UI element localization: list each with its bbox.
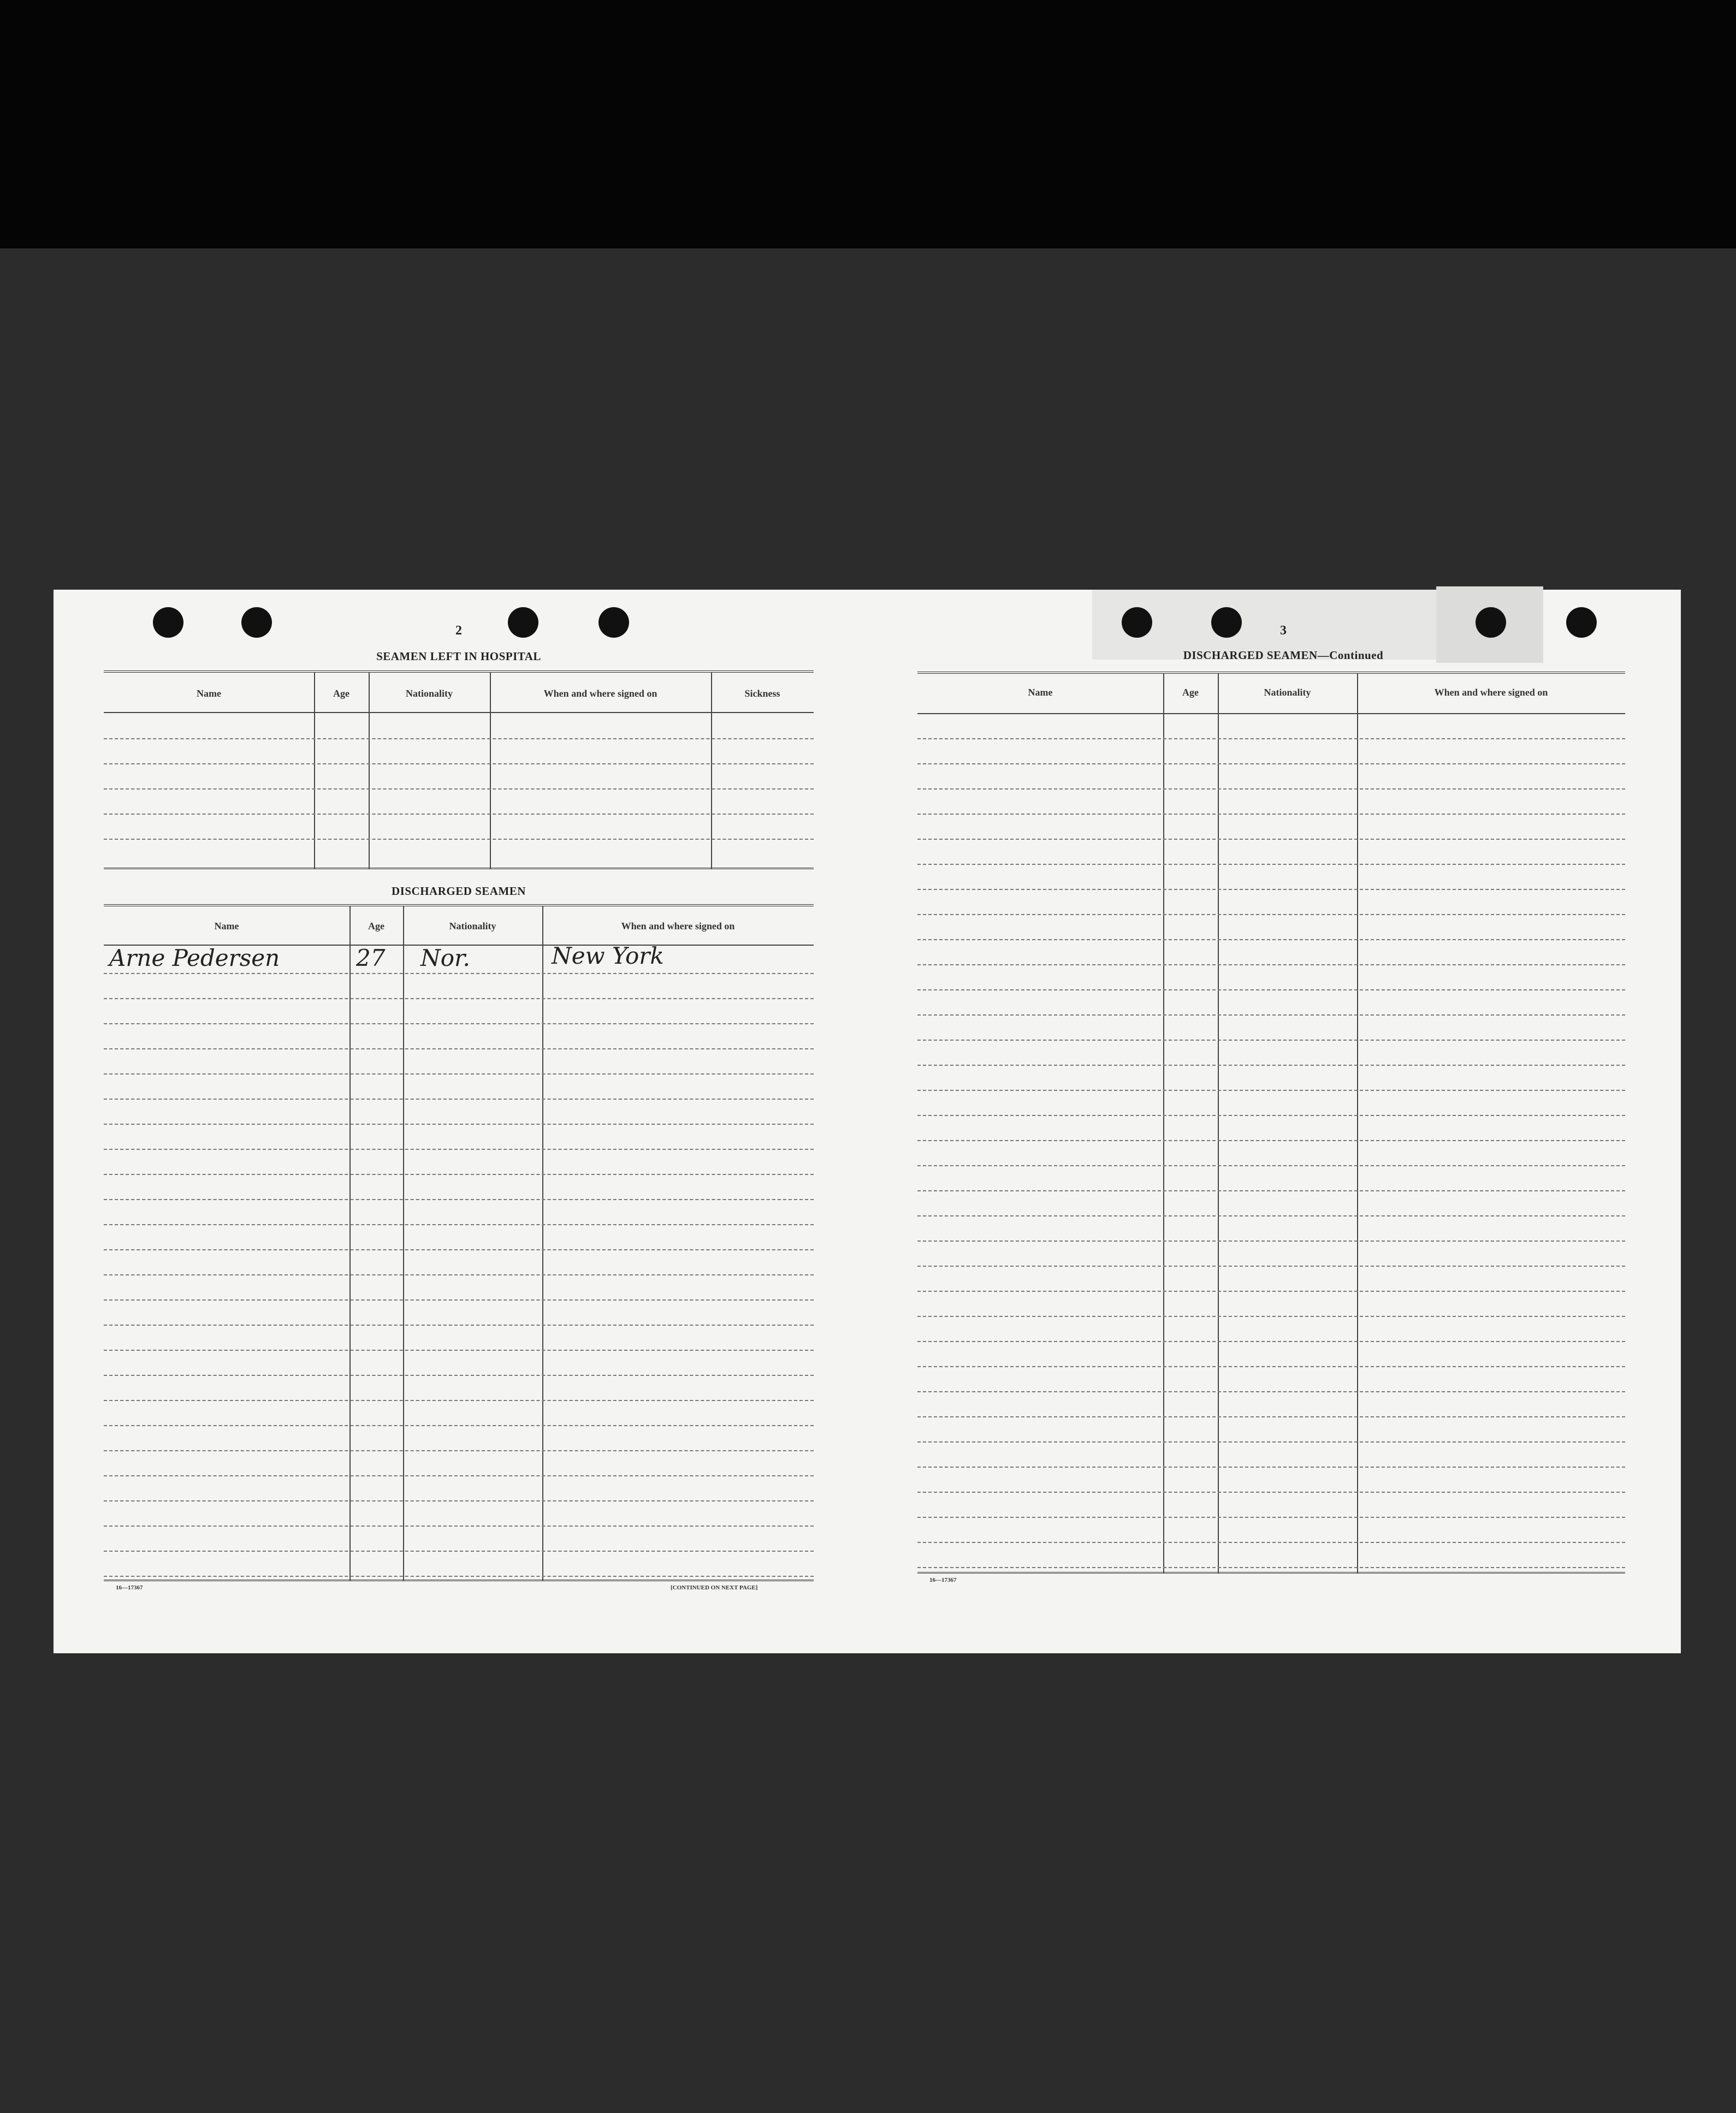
column-divider — [314, 673, 315, 869]
row-line — [104, 1576, 814, 1577]
row-line — [104, 1325, 814, 1326]
col-header-name: Name — [214, 921, 239, 931]
row-line — [917, 1241, 1625, 1242]
row-line — [917, 1316, 1625, 1317]
scan-top-band — [0, 0, 1736, 257]
row-line — [104, 814, 814, 815]
table-bottom-rule — [104, 868, 814, 869]
column-divider — [349, 906, 351, 1581]
col-header-nationality: Nationality — [405, 688, 453, 699]
row-line — [917, 1115, 1625, 1116]
row-line — [104, 1450, 814, 1451]
punch-hole — [1476, 607, 1506, 638]
hospital-section-title: SEAMEN LEFT IN HOSPITAL — [376, 650, 541, 663]
row-line — [104, 973, 814, 974]
col-header-name: Name — [197, 688, 221, 699]
row-line — [917, 914, 1625, 915]
row-line — [104, 1375, 814, 1376]
row-line — [104, 1500, 814, 1501]
punch-hole — [1122, 607, 1152, 638]
right-form-number: 16—17367 — [929, 1577, 957, 1583]
row-line — [917, 1065, 1625, 1066]
punch-hole — [241, 607, 272, 638]
discharged-continued-table — [917, 672, 1625, 1574]
continued-table-header — [917, 674, 1625, 714]
col-header-name: Name — [1028, 687, 1053, 698]
col-header-nationality: Nationality — [1264, 687, 1311, 698]
row-line — [104, 1274, 814, 1275]
punch-hole — [599, 607, 629, 638]
entry-age: 27 — [356, 945, 386, 971]
column-divider — [1163, 674, 1164, 1574]
row-line — [104, 1299, 814, 1301]
row-line — [104, 1048, 814, 1049]
left-form-number: 16—17367 — [116, 1584, 143, 1591]
row-line — [917, 1542, 1625, 1543]
entry-signed-on: New York — [552, 942, 664, 969]
column-divider — [1218, 674, 1219, 1574]
punch-hole — [1211, 607, 1242, 638]
col-header-signed-on: When and where signed on — [621, 921, 735, 931]
column-divider — [1357, 674, 1358, 1574]
row-line — [104, 1526, 814, 1527]
row-line — [104, 1425, 814, 1426]
col-header-age: Age — [1182, 687, 1199, 698]
row-line — [104, 1174, 814, 1175]
col-header-signed-on: When and where signed on — [1434, 687, 1548, 698]
row-line — [104, 1023, 814, 1024]
punch-hole — [1566, 607, 1597, 638]
row-line — [917, 1391, 1625, 1392]
row-line — [917, 788, 1625, 790]
row-line — [917, 1366, 1625, 1367]
right-page-number: 3 — [1280, 624, 1287, 638]
left-page-number: 2 — [455, 624, 462, 638]
row-line — [104, 1249, 814, 1250]
row-line — [917, 1014, 1625, 1016]
row-line — [104, 738, 814, 739]
row-line — [917, 1567, 1625, 1568]
col-header-age: Age — [333, 688, 349, 699]
entry-name: Arne Pedersen — [109, 945, 280, 971]
right-page-title: DISCHARGED SEAMEN—Continued — [1183, 649, 1384, 662]
row-line — [104, 1224, 814, 1225]
row-line — [917, 738, 1625, 739]
row-line — [917, 763, 1625, 764]
discharged-table — [104, 904, 814, 1581]
column-divider — [369, 673, 370, 869]
col-header-age: Age — [368, 921, 384, 931]
entry-nationality: Nor. — [420, 945, 470, 971]
col-header-signed-on: When and where signed on — [543, 688, 657, 699]
row-line — [917, 989, 1625, 990]
column-divider — [542, 906, 543, 1581]
hospital-table — [104, 670, 814, 869]
punch-hole — [508, 607, 538, 638]
row-line — [104, 1350, 814, 1351]
table-bottom-rule — [917, 1572, 1625, 1574]
column-divider — [711, 673, 712, 869]
row-line — [917, 1341, 1625, 1342]
row-line — [104, 788, 814, 790]
row-line — [917, 864, 1625, 865]
row-line — [104, 1551, 814, 1552]
row-line — [917, 964, 1625, 965]
punch-hole — [153, 607, 183, 638]
row-line — [917, 1467, 1625, 1468]
row-line — [104, 1475, 814, 1476]
hospital-table-header — [104, 673, 814, 713]
col-header-nationality: Nationality — [449, 921, 496, 931]
row-line — [104, 1073, 814, 1075]
row-line — [104, 1199, 814, 1200]
row-line — [104, 998, 814, 999]
column-divider — [403, 906, 404, 1581]
row-line — [104, 1124, 814, 1125]
row-line — [917, 939, 1625, 940]
row-line — [104, 1400, 814, 1401]
discharged-table-header — [104, 906, 814, 946]
row-line — [917, 1266, 1625, 1267]
discharged-section-title: DISCHARGED SEAMEN — [392, 885, 526, 898]
row-line — [917, 1165, 1625, 1166]
row-line — [104, 839, 814, 840]
row-line — [917, 1291, 1625, 1292]
col-header-sickness: Sickness — [744, 688, 780, 699]
row-line — [104, 1099, 814, 1100]
row-line — [917, 1492, 1625, 1493]
row-line — [104, 763, 814, 764]
row-line — [917, 814, 1625, 815]
column-divider — [490, 673, 491, 869]
continued-note: [CONTINUED ON NEXT PAGE] — [671, 1584, 758, 1591]
table-bottom-rule — [104, 1580, 814, 1581]
row-line — [917, 1517, 1625, 1518]
row-line — [917, 1441, 1625, 1443]
row-line — [917, 1040, 1625, 1041]
row-line — [917, 1215, 1625, 1216]
row-line — [917, 889, 1625, 890]
row-line — [917, 839, 1625, 840]
row-line — [917, 1190, 1625, 1191]
row-line — [104, 1149, 814, 1150]
row-line — [917, 1140, 1625, 1141]
row-line — [917, 1090, 1625, 1091]
row-line — [917, 1416, 1625, 1417]
